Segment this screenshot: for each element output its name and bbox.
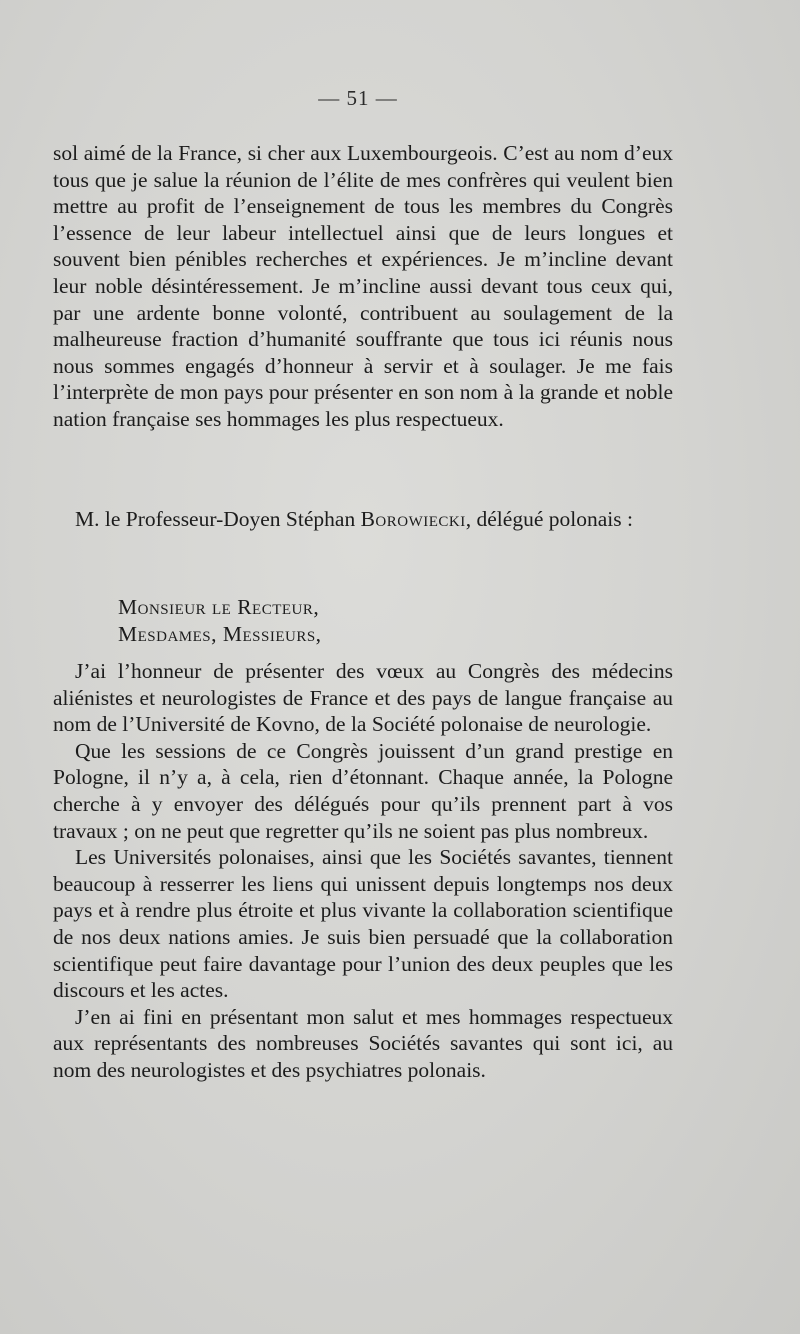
speech-paragraph: Que les sessions de ce Congrès jouissent d’un grand prestige en Pologne, il n’y a, à cela, rien d’étonnant. Chaque année, la Pologne cherche à y envoyer des délégués pour qu’ils prennent part à vos travaux ; on ne peut que regretter qu’ils ne soient pas plus nombreux.	[53, 738, 673, 843]
salutation-line-2: Mesdames, Messieurs,	[118, 622, 322, 646]
salutation-line-1: Monsieur le Recteur,	[118, 595, 320, 619]
speaker-introduction	[53, 506, 673, 533]
speech-paragraph: J’ai l’honneur de présenter des vœux au Congrès des médecins aliénistes et neurologistes de France et des pays de langue française au nom de l’Université de Kovno, de la Société polonaise de neurologie.	[53, 659, 673, 737]
speech-body	[53, 658, 673, 1084]
page-number: — 51 —	[318, 86, 398, 110]
opening-paragraph	[53, 140, 673, 433]
speech-paragraph: J’en ai fini en présentant mon salut et mes hommages respectueux aux représentants des nombreuses Sociétés savantes qui sont ici, au nom des neurologistes et des psychiatres polonais.	[53, 1004, 673, 1082]
paragraph-text: sol aimé de la France, si cher aux Luxembourgeois. C’est au nom d’eux tous que je salue la réunion de l’élite de mes confrères qui veulent bien mettre au profit de l’enseignement de tous les membres du Congrès l’essence de leur labeur intellectuel ainsi que de leurs longues et souvent bien pénibles recherches et expériences. Je m’incline devant leur noble désintéressement. Je m’incline aussi devant tous ceux qui, par une ardente bonne volonté, contribuent au soulagement de la malheureuse fraction d’humanité souffrante que tous ici réunis nous nous sommes engagés d’honneur à servir et à soulager. Je me fais l’interprète de mon pays pour présenter en son nom à la grande et noble nation française ses hommages les plus respectueux.	[53, 141, 673, 431]
speech-paragraph: Les Universités polonaises, ainsi que les Sociétés savantes, tiennent beaucoup à resserrer les liens qui unissent depuis longtemps nos deux pays et à rendre plus étroite et plus vivante la collaboration scientifique de nos deux nations amies. Je suis bien persuadé que la collaboration scientifique peut faire davantage pour l’union des deux peuples que les discours et les actes.	[53, 845, 673, 1003]
salutation	[118, 594, 322, 648]
speaker-prefix: M. le Professeur-Doyen Stéphan	[75, 507, 361, 531]
speaker-suffix: , délégué polonais :	[465, 507, 633, 531]
speaker-line	[53, 506, 673, 533]
speaker-name: Borowiecki	[360, 507, 466, 531]
